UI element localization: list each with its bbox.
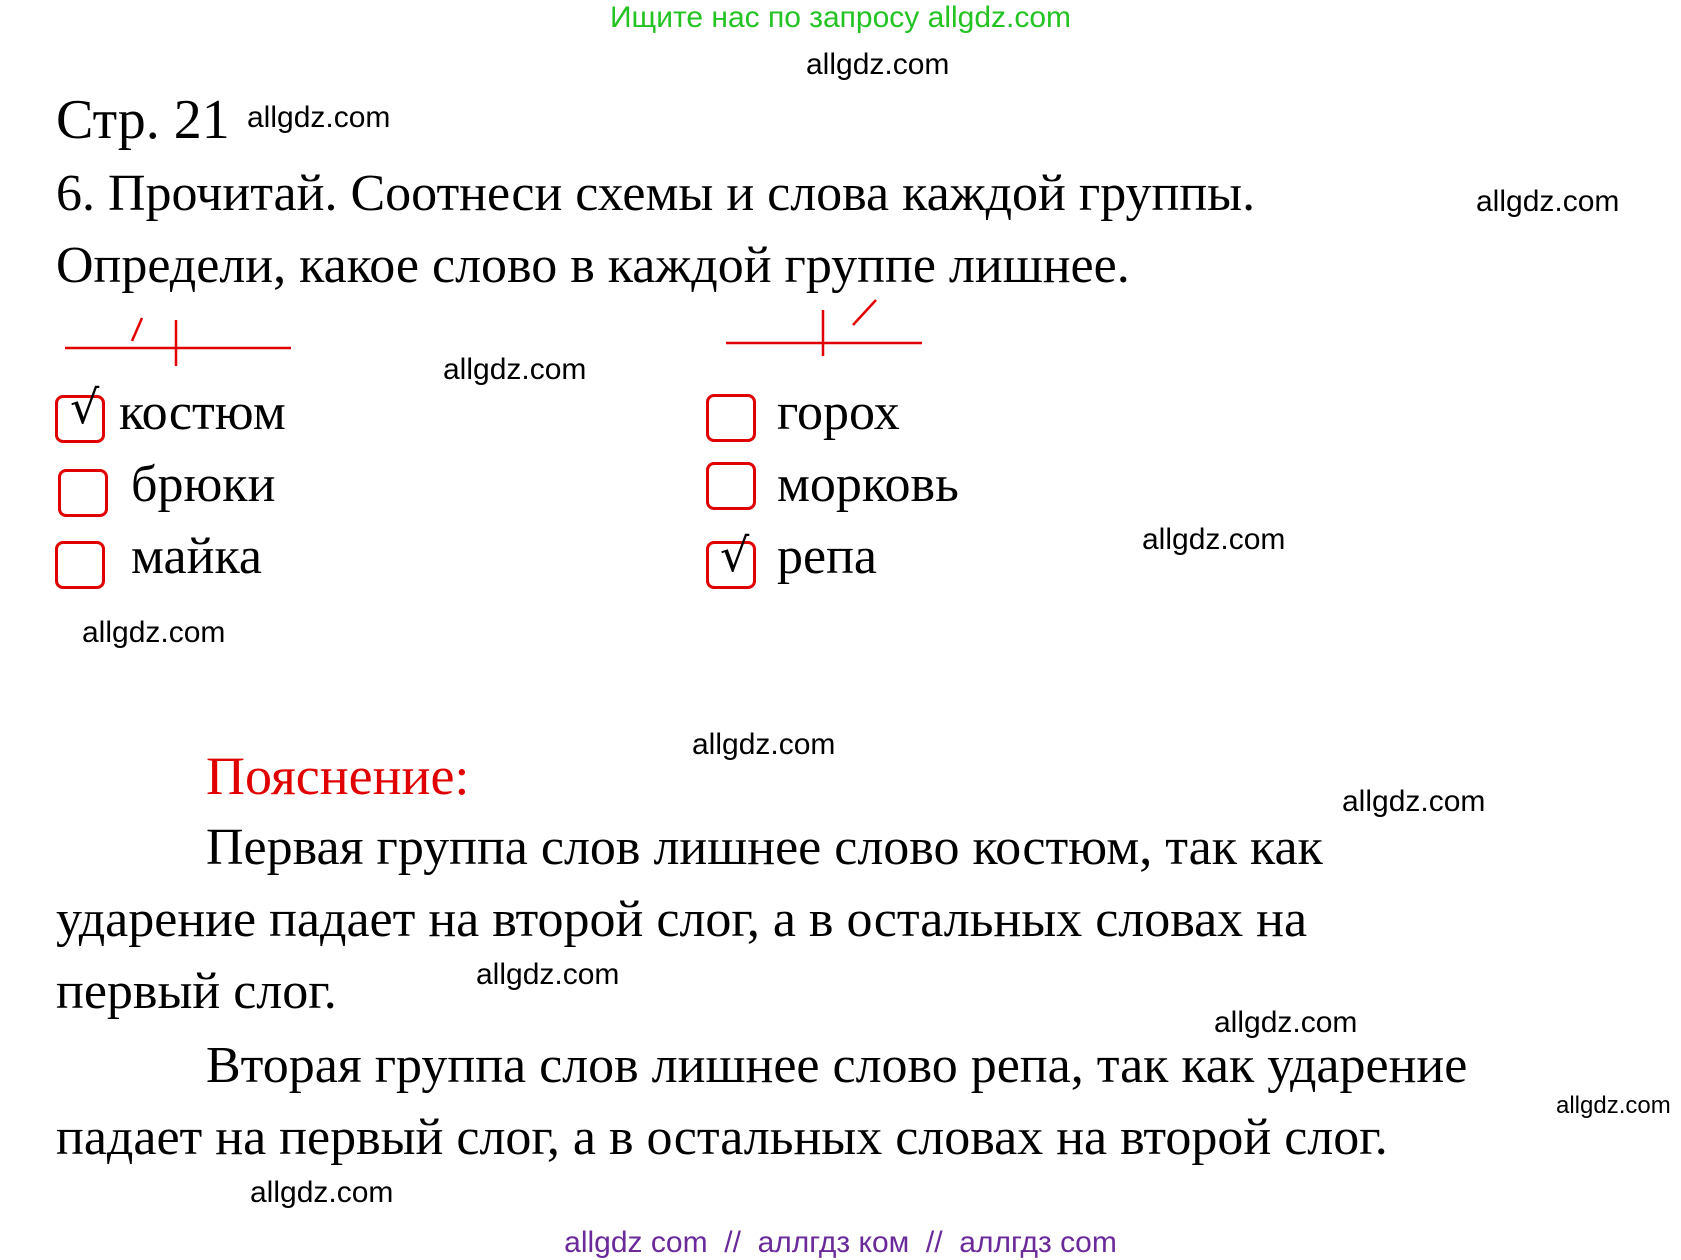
word-gorokh: горох bbox=[777, 384, 900, 441]
word-kostyum: костюм bbox=[119, 384, 286, 441]
top-banner-text[interactable]: Ищите нас по запросу allgdz.com bbox=[609, 1, 1072, 34]
stress-on-first-syllable-scheme-icon bbox=[65, 318, 291, 366]
watermark: allgdz.com bbox=[247, 101, 391, 134]
footer-link-2[interactable]: аллгдз ком bbox=[757, 1226, 910, 1259]
watermark: allgdz.com bbox=[1214, 1006, 1358, 1039]
word-bryuki: брюки bbox=[131, 456, 276, 513]
checkbox-gorokh[interactable] bbox=[706, 394, 756, 442]
watermark: allgdz.com bbox=[82, 616, 226, 649]
checkbox-morkov[interactable] bbox=[706, 462, 756, 510]
word-repa: репа bbox=[777, 528, 877, 585]
check-mark-icon: √ bbox=[720, 528, 750, 582]
watermark: allgdz.com bbox=[1556, 1092, 1671, 1119]
checkbox-mayka[interactable] bbox=[55, 541, 105, 589]
explanation-p1-line2: ударение падает на второй слог, а в остальных словах на bbox=[56, 891, 1308, 948]
footer-link-1[interactable]: allgdz com bbox=[564, 1226, 708, 1259]
word-mayka: майка bbox=[131, 528, 263, 585]
watermark: allgdz.com bbox=[1476, 185, 1620, 218]
page-reference: Стр. 21 bbox=[56, 89, 230, 151]
stress-on-second-syllable-scheme-icon bbox=[726, 300, 922, 356]
footer-links bbox=[0, 1226, 1681, 1260]
watermark: allgdz.com bbox=[443, 353, 587, 386]
footer-separator: // bbox=[724, 1226, 741, 1259]
checkbox-bryuki[interactable] bbox=[58, 469, 108, 517]
word-morkov: морковь bbox=[777, 456, 959, 513]
explanation-p2-line2: падает на первый слог, а в остальных словах на второй слог. bbox=[56, 1109, 1388, 1166]
explanation-p1-line1: Первая группа слов лишнее слово костюм, так как bbox=[206, 819, 1323, 876]
footer-separator: // bbox=[925, 1226, 943, 1259]
explanation-p1-line3: первый слог. bbox=[56, 963, 337, 1020]
task-line-1: 6. Прочитай. Соотнеси схемы и слова каждой группы. bbox=[56, 165, 1256, 222]
task-line-2: Определи, какое слово в каждой группе лишнее. bbox=[56, 237, 1130, 294]
stress-schemes bbox=[0, 0, 1681, 420]
watermark: allgdz.com bbox=[692, 728, 836, 761]
watermark: allgdz.com bbox=[806, 48, 950, 81]
footer-link-3[interactable]: аллгдз com bbox=[959, 1226, 1117, 1259]
check-mark-icon: √ bbox=[70, 380, 100, 434]
explanation-p2-line1: Вторая группа слов лишнее слово репа, так как ударение bbox=[206, 1037, 1468, 1094]
watermark: allgdz.com bbox=[1142, 523, 1286, 556]
watermark: allgdz.com bbox=[250, 1176, 394, 1209]
explanation-title: Пояснение: bbox=[206, 746, 470, 806]
watermark: allgdz.com bbox=[1342, 785, 1486, 818]
watermark: allgdz.com bbox=[476, 958, 620, 991]
